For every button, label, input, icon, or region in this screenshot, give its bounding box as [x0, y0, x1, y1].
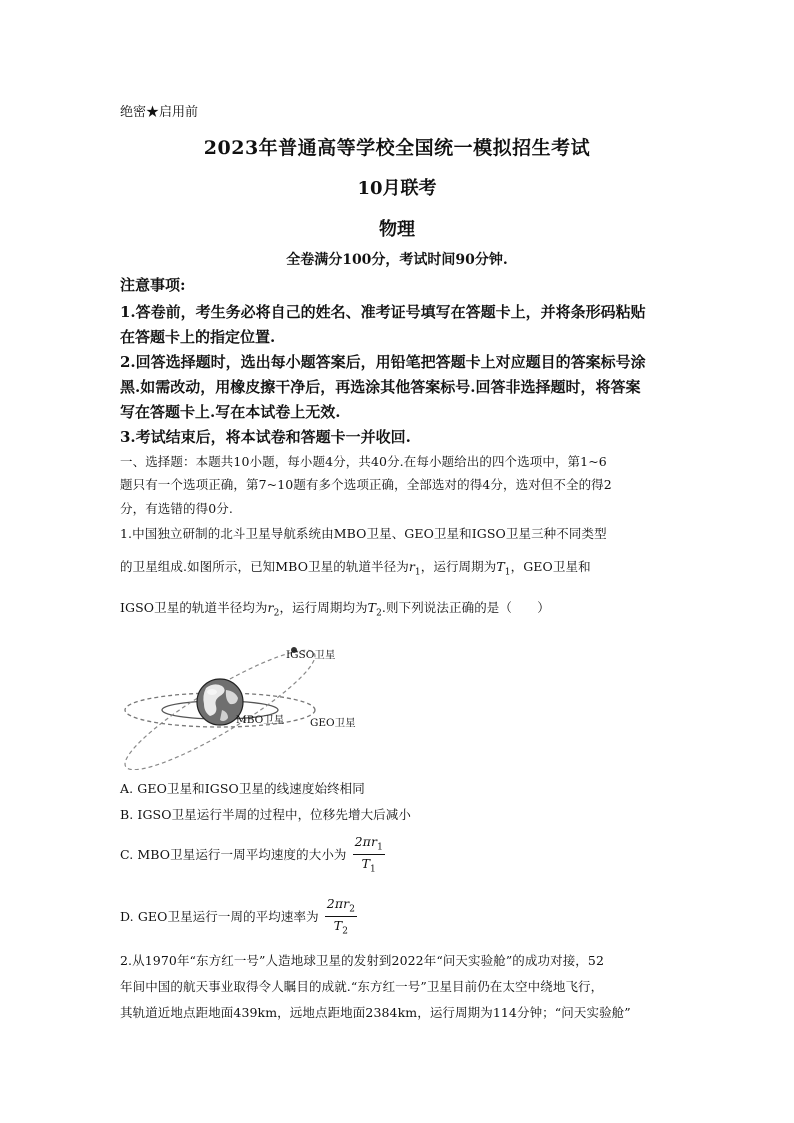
note-line: 3.考试结束后，将本试卷和答题卡一并收回. [120, 428, 411, 446]
q2-stem-line: 年间中国的航天事业取得令人瞩目的成就.“东方红一号”卫星目前仍在太空中绕地飞行， [120, 979, 604, 994]
subject-title: 物理 [379, 219, 415, 240]
note-line: 黑.如需改动，用橡皮擦干净后，再选涂其他答案标号.回答非选择题时，将答案 [120, 378, 641, 396]
q2-stem-line: 其轨道近地点距地面439km，远地点距地面2384km，运行周期为114分钟；“问天实验舱” [120, 1005, 631, 1020]
note-line: 1.答卷前，考生务必将自己的姓名、准考证号填写在答题卡上，并将条形码粘贴 [120, 303, 646, 321]
fraction: $\frac{2\pi r_1}{T_1}$ [354, 834, 383, 874]
notes-heading: 注意事项: [120, 276, 186, 294]
q1-stem-line: 1.中国独立研制的北斗卫星导航系统由MBO卫星、GEO卫星和IGSO卫星三种不同类型 [120, 526, 607, 541]
note-line: 在答题卡上的指定位置. [120, 328, 276, 346]
option-c: C. MBO卫星运行一周平均速度的大小为 $\frac{2\pi r_1}{T_1}$ [120, 834, 383, 874]
q1-stem-line: 的卫星组成.如图所示，已知MBO卫星的轨道半径为$r_1$，运行周期为$T_1$，GEO卫星和 [120, 559, 591, 578]
exam-info: 全卷满分100分，考试时间90分钟. [286, 252, 508, 268]
exam-subtitle: 10月联考 [357, 178, 437, 199]
section-line: 一、选择题：本题共10小题，每小题4分，共40分.在每小题给出的四个选项中，第1~6 [120, 454, 607, 469]
fraction: $\frac{2\pi r_2}{T_2}$ [326, 896, 356, 936]
geo-label: GEO卫星 [310, 717, 356, 729]
exam-title: 2023年普通高等学校全国统一模拟招生考试 [203, 137, 591, 159]
option-d: D. GEO卫星运行一周的平均速率为 $\frac{2\pi r_2}{T_2}$ [120, 896, 356, 936]
option-b: B. IGSO卫星运行半周的过程中，位移先增大后减小 [120, 807, 411, 822]
confidential-label: 绝密★启用前 [120, 105, 199, 120]
igso-label: IGSO卫星 [286, 649, 336, 661]
section-line: 题只有一个选项正确，第7~10题有多个选项正确，全部选对的得4分，选对但不全的得2 [120, 477, 612, 492]
q1-stem-line: IGSO卫星的轨道半径均为$r_2$，运行周期均为$T_2$.则下列说法正确的是（ ） [120, 600, 550, 619]
section-line: 分，有选错的得0分. [120, 501, 233, 516]
option-a: A. GEO卫星和IGSO卫星的线速度始终相同 [120, 781, 365, 796]
note-line: 写在答题卡上.写在本试卷上无效. [120, 403, 341, 421]
satellite-orbit-figure [118, 640, 398, 770]
note-line: 2.回答选择题时，选出每小题答案后，用铅笔把答题卡上对应题目的答案标号涂 [120, 353, 646, 371]
mbo-label: MBO卫星 [236, 714, 285, 726]
q2-stem-line: 2.从1970年“东方红一号”人造地球卫星的发射到2022年“问天实验舱”的成功对接，52 [120, 953, 605, 968]
